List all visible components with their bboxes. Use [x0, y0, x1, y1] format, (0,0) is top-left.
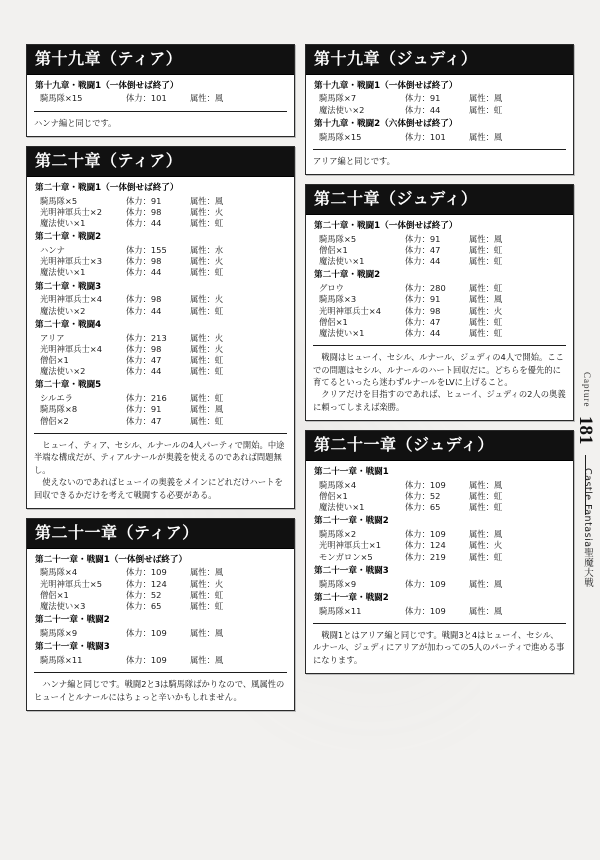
enemy-hp: 体力：124 — [405, 540, 446, 551]
chapter-title: 第二十章（ジュディ） — [306, 185, 573, 215]
enemy-name: 騎馬隊×7 — [319, 93, 357, 104]
enemy-hp: 体力：98 — [405, 305, 441, 316]
enemy-name: 騎馬隊×9 — [40, 628, 78, 639]
enemy-hp: 体力：219 — [405, 551, 446, 562]
section-divider — [34, 433, 287, 434]
enemy-attribute: 属性：虹 — [469, 244, 503, 255]
battle-title: 第二十章・戦闘2 — [314, 270, 381, 281]
enemy-name: 光明神軍兵士×1 — [319, 540, 382, 551]
battle-title: 第二十一章・戦闘3 — [314, 565, 389, 576]
enemy-row — [34, 655, 287, 666]
enemy-attribute: 属性：火 — [469, 540, 503, 551]
enemy-hp: 体力：52 — [126, 589, 162, 600]
enemy-row — [34, 218, 287, 229]
enemy-attribute: 属性：虹 — [190, 589, 224, 600]
enemy-attribute: 属性：風 — [190, 93, 224, 104]
enemy-table — [34, 655, 287, 666]
chapter-title: 第二十一章（ジュディ） — [306, 431, 573, 461]
strategy-note: ハンナ編と同じです。 — [34, 117, 117, 128]
enemy-row — [34, 567, 287, 578]
enemy-hp: 体力：91 — [126, 404, 162, 415]
enemy-hp: 体力：109 — [405, 605, 446, 616]
enemy-row — [313, 306, 566, 317]
chapter-block — [305, 44, 574, 175]
enemy-row — [34, 355, 287, 366]
enemy-hp: 体力：44 — [405, 104, 441, 115]
battle-title: 第十九章・戦闘1（一体倒せば終了） — [35, 80, 179, 91]
enemy-name: 騎馬隊×5 — [319, 233, 357, 244]
enemy-attribute: 属性：風 — [190, 567, 224, 578]
enemy-attribute: 属性：風 — [469, 233, 503, 244]
enemy-attribute: 属性：虹 — [190, 366, 224, 377]
enemy-name: 騎馬隊×9 — [319, 578, 357, 589]
enemy-row — [313, 480, 566, 491]
enemy-table — [34, 245, 287, 279]
chapter-block — [26, 146, 295, 509]
chapter-body — [27, 75, 294, 136]
enemy-attribute: 属性：虹 — [469, 490, 503, 501]
enemy-row — [313, 579, 566, 590]
enemy-row — [34, 601, 287, 612]
enemy-row — [34, 590, 287, 601]
strategy-note: ヒューイ、ティア、セシル、ルナールの4人パーティで開始。中途半端な構成だが、ティアルナールが奥義を使えるのであれば問題無し。 — [34, 439, 285, 475]
enemy-name: 光明神軍兵士×4 — [40, 343, 103, 354]
chapter-title: 第二十一章（ティア） — [27, 519, 294, 549]
enemy-attribute: 属性：火 — [190, 294, 224, 305]
enemy-attribute: 属性：火 — [190, 578, 224, 589]
enemy-attribute: 属性：風 — [190, 404, 224, 415]
enemy-row — [34, 366, 287, 377]
battle-title: 第二十章・戦闘4 — [35, 319, 102, 330]
chapter-body — [306, 75, 573, 175]
enemy-row — [34, 404, 287, 415]
enemy-table — [313, 234, 566, 268]
enemy-hp: 体力：109 — [405, 479, 446, 490]
enemy-hp: 体力：65 — [126, 600, 162, 611]
enemy-attribute: 属性：風 — [469, 578, 503, 589]
enemy-attribute: 属性：風 — [469, 479, 503, 490]
enemy-table — [34, 393, 287, 427]
enemy-hp: 体力：47 — [126, 354, 162, 365]
enemy-name: 光明神軍兵士×4 — [40, 294, 103, 305]
battle-title: 第十九章・戦闘2（六体倒せば終了） — [314, 118, 458, 129]
battle-title: 第二十一章・戦闘1 — [314, 466, 389, 477]
enemy-hp: 体力：44 — [126, 217, 162, 228]
side-label: Capture — [582, 372, 592, 408]
enemy-row — [313, 234, 566, 245]
enemy-name: シルエラ — [40, 393, 73, 404]
enemy-name: ハンナ — [40, 244, 65, 255]
enemy-hp: 体力：109 — [126, 628, 167, 639]
enemy-attribute: 属性：虹 — [190, 600, 224, 611]
battle-title: 第二十章・戦闘5 — [35, 380, 102, 391]
enemy-hp: 体力：65 — [405, 502, 441, 513]
enemy-hp: 体力：91 — [405, 233, 441, 244]
enemy-attribute: 属性：虹 — [190, 305, 224, 316]
enemy-hp: 体力：47 — [405, 244, 441, 255]
enemy-row — [34, 294, 287, 305]
enemy-attribute: 属性：虹 — [469, 316, 503, 327]
chapter-title: 第十九章（ティア） — [27, 45, 294, 75]
enemy-name: 光明神軍兵士×3 — [40, 256, 103, 267]
enemy-attribute: 属性：火 — [469, 305, 503, 316]
enemy-table — [313, 283, 566, 339]
enemy-row — [313, 502, 566, 513]
enemy-name: 騎馬隊×3 — [319, 294, 357, 305]
enemy-name: 魔法使い×2 — [40, 305, 86, 316]
enemy-row — [34, 256, 287, 267]
enemy-name: 騎馬隊×8 — [40, 404, 78, 415]
column-right — [305, 44, 574, 711]
enemy-attribute: 属性：火 — [190, 256, 224, 267]
enemy-hp: 体力：124 — [126, 578, 167, 589]
page-number: 181 — [575, 416, 596, 445]
enemy-row — [313, 328, 566, 339]
battle-title: 第二十一章・戦闘2 — [314, 516, 389, 527]
enemy-row — [34, 267, 287, 278]
enemy-row — [34, 245, 287, 256]
enemy-hp: 体力：280 — [405, 283, 446, 294]
enemy-row — [34, 93, 287, 104]
enemy-row — [313, 606, 566, 617]
enemy-table — [34, 93, 287, 104]
enemy-hp: 体力：213 — [126, 332, 167, 343]
enemy-attribute: 属性：風 — [469, 529, 503, 540]
enemy-hp: 体力：109 — [126, 567, 167, 578]
enemy-table — [34, 628, 287, 639]
enemy-name: 魔法使い×1 — [40, 267, 86, 278]
enemy-attribute: 属性：水 — [190, 244, 224, 255]
enemy-name: 魔法使い×3 — [40, 600, 86, 611]
enemy-row — [34, 579, 287, 590]
enemy-hp: 体力：44 — [126, 305, 162, 316]
enemy-name: 魔法使い×1 — [40, 217, 86, 228]
enemy-name: 僧侶×1 — [40, 354, 69, 365]
enemy-row — [34, 333, 287, 344]
enemy-hp: 体力：91 — [405, 294, 441, 305]
section-divider — [313, 623, 566, 624]
enemy-row — [313, 317, 566, 328]
enemy-name: グロウ — [319, 283, 344, 294]
enemy-hp: 体力：91 — [126, 195, 162, 206]
enemy-attribute: 属性：風 — [469, 605, 503, 616]
enemy-attribute: 属性：火 — [190, 332, 224, 343]
chapter-title: 第十九章（ジュディ） — [306, 45, 573, 75]
enemy-row — [34, 416, 287, 427]
chapter-block — [305, 184, 574, 421]
enemy-hp: 体力：98 — [126, 206, 162, 217]
section-divider — [313, 345, 566, 346]
enemy-name: モンガロン×5 — [319, 551, 373, 562]
enemy-row — [313, 93, 566, 104]
enemy-attribute: 属性：風 — [469, 294, 503, 305]
battle-title: 第二十一章・戦闘1（一体倒せば終了） — [35, 554, 188, 565]
enemy-attribute: 属性：火 — [190, 343, 224, 354]
enemy-attribute: 属性：風 — [190, 628, 224, 639]
enemy-attribute: 属性：風 — [190, 655, 224, 666]
enemy-hp: 体力：109 — [126, 655, 167, 666]
enemy-name: 騎馬隊×15 — [319, 131, 362, 142]
strategy-note: アリア編と同じです。 — [313, 155, 395, 166]
enemy-row — [34, 196, 287, 207]
enemy-name: 騎馬隊×11 — [40, 655, 83, 666]
enemy-name: 魔法使い×1 — [319, 502, 365, 513]
enemy-name: アリア — [40, 332, 65, 343]
enemy-attribute: 属性：風 — [469, 93, 503, 104]
enemy-table — [34, 333, 287, 378]
enemy-hp: 体力：101 — [126, 93, 167, 104]
strategy-note: ハンナ編と同じです。戦闘2と3は騎馬隊ばかりなので、風属性のヒューイとルナールにはちょっと辛いかもしれません。 — [34, 679, 285, 702]
enemy-table — [34, 294, 287, 316]
enemy-attribute: 属性：風 — [190, 195, 224, 206]
enemy-attribute: 属性：虹 — [190, 393, 224, 404]
chapter-body — [27, 177, 294, 508]
enemy-name: 光明神軍兵士×4 — [319, 305, 382, 316]
chapter-block — [305, 430, 574, 674]
chapter-block — [26, 518, 295, 711]
chapter-body — [27, 549, 294, 711]
enemy-hp: 体力：109 — [405, 578, 446, 589]
enemy-hp: 体力：216 — [126, 393, 167, 404]
enemy-attribute: 属性：虹 — [190, 217, 224, 228]
enemy-table — [313, 579, 566, 590]
enemy-attribute: 属性：虹 — [469, 104, 503, 115]
enemy-row — [313, 491, 566, 502]
enemy-name: 僧侶×1 — [319, 244, 348, 255]
enemy-hp: 体力：44 — [126, 267, 162, 278]
enemy-hp: 体力：155 — [126, 244, 167, 255]
enemy-row — [313, 540, 566, 551]
enemy-table — [313, 529, 566, 563]
enemy-row — [313, 283, 566, 294]
chapter-title: 第二十章（ティア） — [27, 147, 294, 177]
enemy-name: 魔法使い×2 — [319, 104, 365, 115]
battle-title: 第二十章・戦闘3 — [35, 281, 102, 292]
enemy-name: 僧侶×2 — [40, 415, 69, 426]
enemy-hp: 体力：52 — [405, 490, 441, 501]
enemy-attribute: 属性：虹 — [190, 415, 224, 426]
enemy-row — [34, 393, 287, 404]
battle-title: 第二十章・戦闘1（一体倒せば終了） — [314, 220, 458, 231]
enemy-attribute: 属性：虹 — [469, 283, 503, 294]
battle-title: 第二十章・戦闘2 — [35, 232, 102, 243]
enemy-row — [313, 105, 566, 116]
enemy-attribute: 属性：虹 — [469, 502, 503, 513]
enemy-name: 僧侶×1 — [40, 589, 69, 600]
battle-title: 第二十一章・戦闘3 — [35, 642, 110, 653]
enemy-table — [313, 132, 566, 143]
chapter-body — [306, 215, 573, 420]
enemy-table — [34, 196, 287, 230]
enemy-attribute: 属性：風 — [469, 131, 503, 142]
enemy-hp: 体力：98 — [126, 294, 162, 305]
enemy-hp: 体力：44 — [126, 366, 162, 377]
strategy-note: 使えないのであればヒューイの奥義をメインにどれだけハートを回収できるかだけを考えて戦闘する必要がある。 — [34, 477, 283, 500]
enemy-name: 光明神軍兵士×2 — [40, 206, 103, 217]
side-title: Castle Fantasia聖魔大戦 — [582, 468, 593, 588]
enemy-hp: 体力：44 — [405, 256, 441, 267]
enemy-hp: 体力：91 — [405, 93, 441, 104]
enemy-name: 騎馬隊×4 — [40, 567, 78, 578]
enemy-name: 光明神軍兵士×5 — [40, 578, 103, 589]
enemy-name: 騎馬隊×5 — [40, 195, 78, 206]
enemy-row — [313, 132, 566, 143]
enemy-row — [313, 529, 566, 540]
battle-title: 第十九章・戦闘1（一体倒せば終了） — [314, 80, 458, 91]
enemy-hp: 体力：98 — [126, 343, 162, 354]
enemy-table — [313, 480, 566, 514]
strategy-note: クリアだけを目指すのであれば、ヒューイ、ジュディの2人の奥義に頼ってしまえば楽勝。 — [313, 389, 566, 412]
enemy-attribute: 属性：虹 — [190, 267, 224, 278]
enemy-row — [34, 207, 287, 218]
strategy-note: 戦闘はヒューイ、セシル、ルナール、ジュディの4人で開始。ここでの問題はセシル、ルナールのハート回収だに。どちらを優先的に育てるといったら迷わずルナールをLVに上げること。 — [313, 352, 564, 387]
enemy-attribute: 属性：虹 — [469, 551, 503, 562]
enemy-name: 騎馬隊×4 — [319, 479, 357, 490]
enemy-hp: 体力：101 — [405, 131, 446, 142]
enemy-name: 僧侶×1 — [319, 490, 348, 501]
enemy-table — [313, 93, 566, 115]
battle-title: 第二十章・戦闘1（一体倒せば終了） — [35, 182, 179, 193]
enemy-name: 騎馬隊×15 — [40, 93, 83, 104]
enemy-name: 僧侶×1 — [319, 316, 348, 327]
enemy-hp: 体力：47 — [405, 316, 441, 327]
enemy-hp: 体力：47 — [126, 415, 162, 426]
enemy-hp: 体力：44 — [405, 327, 441, 338]
strategy-note: 戦闘1とはアリア編と同じです。戦闘3と4はヒューイ、セシル、ルナール、ジュディにアリアが加わっての5人のパーティで進める事になります。 — [313, 629, 565, 665]
column-left — [26, 44, 295, 711]
enemy-name: 騎馬隊×2 — [319, 529, 357, 540]
enemy-hp: 体力：109 — [405, 529, 446, 540]
enemy-name: 魔法使い×1 — [319, 327, 365, 338]
enemy-attribute: 属性：火 — [190, 206, 224, 217]
enemy-row — [34, 628, 287, 639]
chapter-body — [306, 461, 573, 673]
chapter-block — [26, 44, 295, 137]
enemy-table — [313, 606, 566, 617]
enemy-attribute: 属性：虹 — [469, 256, 503, 267]
enemy-row — [313, 245, 566, 256]
battle-title: 第二十一章・戦闘2 — [35, 615, 110, 626]
enemy-row — [34, 306, 287, 317]
enemy-row — [313, 256, 566, 267]
enemy-row — [34, 344, 287, 355]
section-divider — [313, 149, 566, 150]
enemy-attribute: 属性：虹 — [469, 327, 503, 338]
enemy-name: 魔法使い×2 — [40, 366, 86, 377]
enemy-name: 騎馬隊×11 — [319, 605, 362, 616]
section-divider — [34, 672, 287, 673]
content-columns — [26, 44, 574, 711]
battle-title: 第二十一章・戦闘2 — [314, 592, 389, 603]
enemy-hp: 体力：98 — [126, 256, 162, 267]
section-divider — [34, 111, 287, 112]
enemy-attribute: 属性：虹 — [190, 354, 224, 365]
enemy-table — [34, 567, 287, 612]
enemy-row — [313, 552, 566, 563]
enemy-row — [313, 294, 566, 305]
enemy-name: 魔法使い×1 — [319, 256, 365, 267]
